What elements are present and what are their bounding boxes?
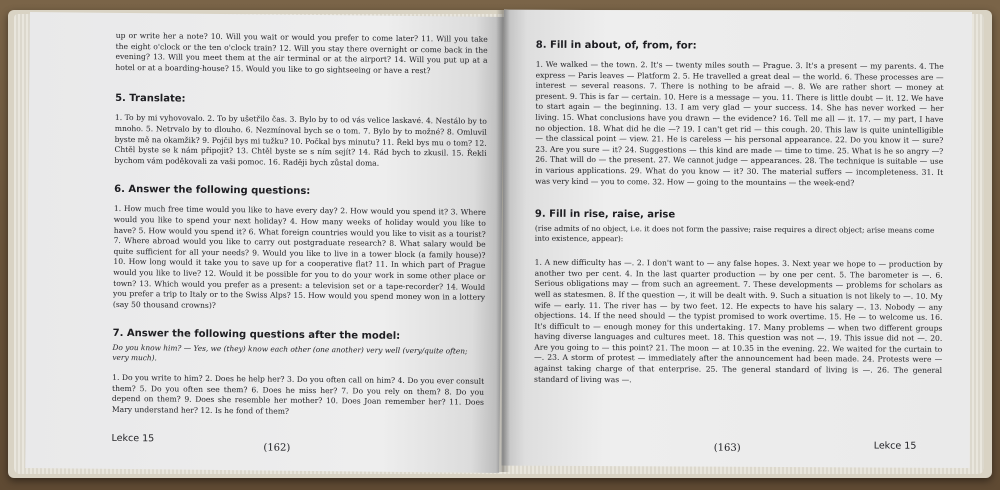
exercise-5-title: 5. Translate: (115, 93, 186, 106)
exercise-7-text: 1. Do you write to him? 2. Does he help her? 3. Do you often call on him? 4. Do you ever consult them? 5. Do you often see them? 6. Does he miss her? 7. Do you rely on them? 8. Do you depend on them? 9. Does she resemble her mother? 10. Does Joan remember her? 11. Does Mary understand her? 12. Is he fond of them? (111, 373, 485, 416)
right-page (502, 10, 972, 468)
exercise-6-text: 1. How much free time would you like to have every day? 2. How would you spend it? 3. Where would you like to spend your next holiday? 4. How many weeks of holiday would you like to have? 5. How would you spend it? 6. What foreign countries would you like to visit as a tourist? 7. Where abroad would you like to carry out postgraduate research? 8. What salary would be quite sufficient for all your needs? 9. Would you like to live in a tower block (a family house)? 10. How long would it take you to save up for a cooperative flat? 11. In which part of Prague would you like to live? 12. Would it be possible for you to do your work in some other place or town? 13. Which would you prefer as a present: a television set or a tape-recorder? 14. Would you prefer a trip to Italy or to the Swiss Alps? 15. How would you spend money won in a lottery (say 50 thousand crowns)? (112, 204, 486, 310)
exercise-7-title: 7. Answer the following questions after the model: (112, 328, 401, 343)
exercise-5-text: 1. To by mi vyhovovalo. 2. To by ušetřilo čas. 3. Bylo by to od vás velice laskavé. 4. Nestálo by to mnoho. 5. Netrvalo by to dlouho. 6. Nezmínoval bych se o tom. 7. Bylo by to možné? 8. Omluvil byste mě na okamžik? 9. Pojčil bys mi tužku? 10. Počkal bys minutu? 11. Řekl bys mu o tom? 12. Chtěl byste se k nám připojit? 13. Chtěl byste se s ním sejít? 14. Rád bych to zkusil. 15. Řekli bychom vám poděkovali za vaši pomoc. 16. Raději bych zůstal doma. (114, 113, 487, 168)
exercise-9-note: (rise admits of no object, i.e. it does not form the passive; raise requires a direct object; arise means come into existence, appear): (534, 223, 935, 244)
right-page-content (534, 40, 944, 387)
continued-exercise-text: up or write her a note? 10. Will you wait or would you prefer to come later? 11. Will you take the eight o'clock or the ten o'clock train? 12. Will you stay there overnight or come back in the evening? 13. Will you meet them at the air terminal or at the airport? 14. Will you put up at a hotel or at a boarding-house? 15. Would you like to go sightseeing or have a rest? (115, 30, 488, 75)
exercise-9-text: 1. A new difficulty has —. 2. I don't want to — any false hopes. 3. Next year we hope to — production by another two per cent. 4. In the last quarter production — by one per cent. 5. The barometer is —. 6. Serious obligations may — from such an agreement. 7. These developments — problems for scholars as well as statesmen. 8. If the question —, it will be dealt with. 9. Such a situation is not likely to —. 10. My wife — early. 11. The river has — by two feet. 12. He expects to have his salary —. 13. Nobody — any objections. 14. If the need should — the typist promised to work overtime. 15. He — to welcome us. 16. It's difficult to — enough money for this undertaking. 17. Many problems — when two different groups having diverse languages and cultures meet. 18. This question was not —. 19. This issue did not —. 20. Are you going to — this point? 21. The moon — at 10.35 in the evening. 22. We waited for the curtain to —. 23. A storm of protest — immediately after the announcement had been made. 24. Protests were — against taking charge of that enterprise. 25. The general standard of living is —. 26. The general standard of living was —. (534, 257, 943, 384)
lesson-label-right: Lekce 15 (873, 440, 917, 452)
left-page (25, 12, 504, 473)
exercise-8-title: 8. Fill in about, of, from, for: (535, 39, 697, 52)
exercise-8-text: 1. We walked — the town. 2. It's — twenty miles south — Prague. 3. It's a present — my parents. 4. The express — Paris leaves — Platform 2. 5. He travelled a great deal — the world. 6. These processes are — interest — several reasons. 7. There is nothing to be afraid —. 8. We are rather short — money at present. 9. This is far — certain. 10. Here is a message — you. 11. There is little doubt — it. 12. We have to start again — the beginning. 13. I am very glad — your success. 14. She has never worked — her living. 15. What conclusions have you drawn — the evidence? 16. Tell me all — it. 17. — my part, I have no objection. 18. What did he die —? 19. I can't get rid — this cough. 20. This law is quite unintelligible — the classical point — view. 21. He is careless — his personal appearance. 22. Do you know it — sure? 23. Are you sure — it? 24. Suggestions — this kind are made — time to time. 25. What is he so angry —? 26. That will do — the present. 27. We cannot judge — appearances. 28. The technique is suitable — use in various applications. 29. What do you know — it? 30. The material suffers — incompleteness. 31. It was very kind — you to come. 32. How — going to the mountains — the week-end? (535, 59, 944, 187)
book-gutter (496, 10, 510, 472)
page-number-left: (162) (263, 442, 291, 454)
exercise-6-title: 6. Answer the following questions: (114, 184, 311, 198)
lesson-label-left: Lekce 15 (111, 432, 155, 445)
page-number-right: (163) (713, 442, 741, 454)
exercise-9-title: 9. Fill in rise, raise, arise (534, 208, 676, 221)
exercise-7-model: Do you know him? — Yes, we (they) know each other (one another) very well (very/quite often; very much). (112, 343, 468, 363)
left-page-content (112, 31, 488, 420)
